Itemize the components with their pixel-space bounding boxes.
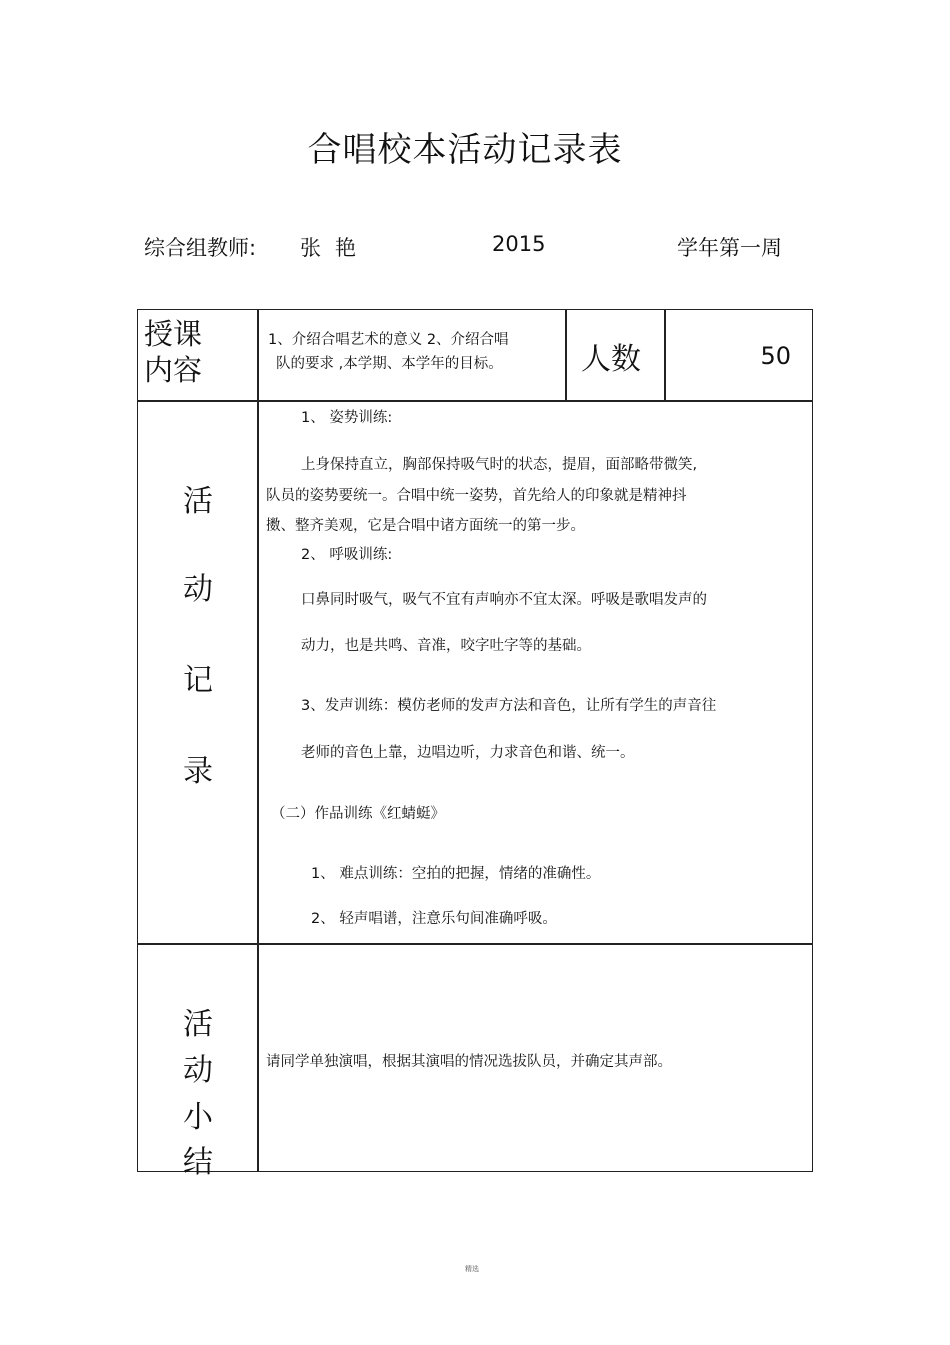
record-line: （二）作品训练《红蜻蜓》 <box>271 806 445 822</box>
summary-text: 请同学单独演唱，根据其演唱的情况选拔队员，并确定其声部。 <box>266 1054 672 1070</box>
headcount-label: 人数 <box>581 342 641 377</box>
record-line: 1、 姿势训练: <box>301 410 393 426</box>
record-line: 擞、整齐美观，它是合唱中诸方面统一的第一步。 <box>266 518 585 534</box>
record-line: 老师的音色上靠，边唱边听，力求音色和谐、统一。 <box>301 745 635 761</box>
course-content <box>268 328 558 376</box>
column-divider <box>565 310 567 400</box>
headcount-value: 50 <box>760 342 791 370</box>
record-line: 2、 呼吸训练: <box>301 547 393 563</box>
activity-record-label-char: 记 <box>183 663 213 698</box>
record-line: 3、发声训练：模仿老师的发声方法和音色，让所有学生的声音往 <box>301 698 717 714</box>
week-label: 学年第一周 <box>677 236 782 260</box>
course-label-line: 授课 <box>144 317 203 351</box>
record-line: 2、 轻声唱谱，注意乐句间准确呼吸。 <box>311 911 557 927</box>
course-label-line: 内容 <box>144 353 203 387</box>
activity-record-label-char: 活 <box>183 484 213 519</box>
activity-record-label-char: 录 <box>183 754 213 789</box>
course-content-line: 1、介绍合唱艺术的意义 2、介绍合唱 <box>268 332 509 348</box>
document-title: 合唱校本活动记录表 <box>307 130 623 170</box>
course-content-label <box>144 316 254 388</box>
teacher-label: 综合组教师: <box>144 236 257 260</box>
teacher-name: 张艳 <box>300 236 370 260</box>
record-line: 动力，也是共鸣、音准，咬字吐字等的基础。 <box>301 638 591 654</box>
course-content-line: 队的要求 ,本学期、本学年的目标。 <box>276 356 503 372</box>
record-table <box>137 309 813 1180</box>
record-line: 口鼻同时吸气，吸气不宜有声响亦不宜太深。呼吸是歌唱发声的 <box>301 592 707 608</box>
activity-record-label-char: 动 <box>183 572 213 607</box>
activity-summary-label-char: 结 <box>183 1145 213 1180</box>
record-line: 上身保持直立，胸部保持吸气时的状态，提眉，面部略带微笑, <box>301 457 698 473</box>
record-line: 1、 难点训练：空拍的把握，情绪的准确性。 <box>311 866 601 882</box>
school-year: 2015 <box>492 232 546 256</box>
footer-mark: 精选 <box>465 1265 479 1273</box>
record-line: 队员的姿势要统一。合唱中统一姿势，首先给人的印象就是精神抖 <box>266 488 687 504</box>
activity-summary-label-char: 小 <box>183 1100 213 1135</box>
row-divider <box>138 400 812 402</box>
activity-summary-label-char: 动 <box>183 1053 213 1088</box>
row-divider <box>138 943 812 945</box>
activity-summary-label-char: 活 <box>183 1007 213 1042</box>
